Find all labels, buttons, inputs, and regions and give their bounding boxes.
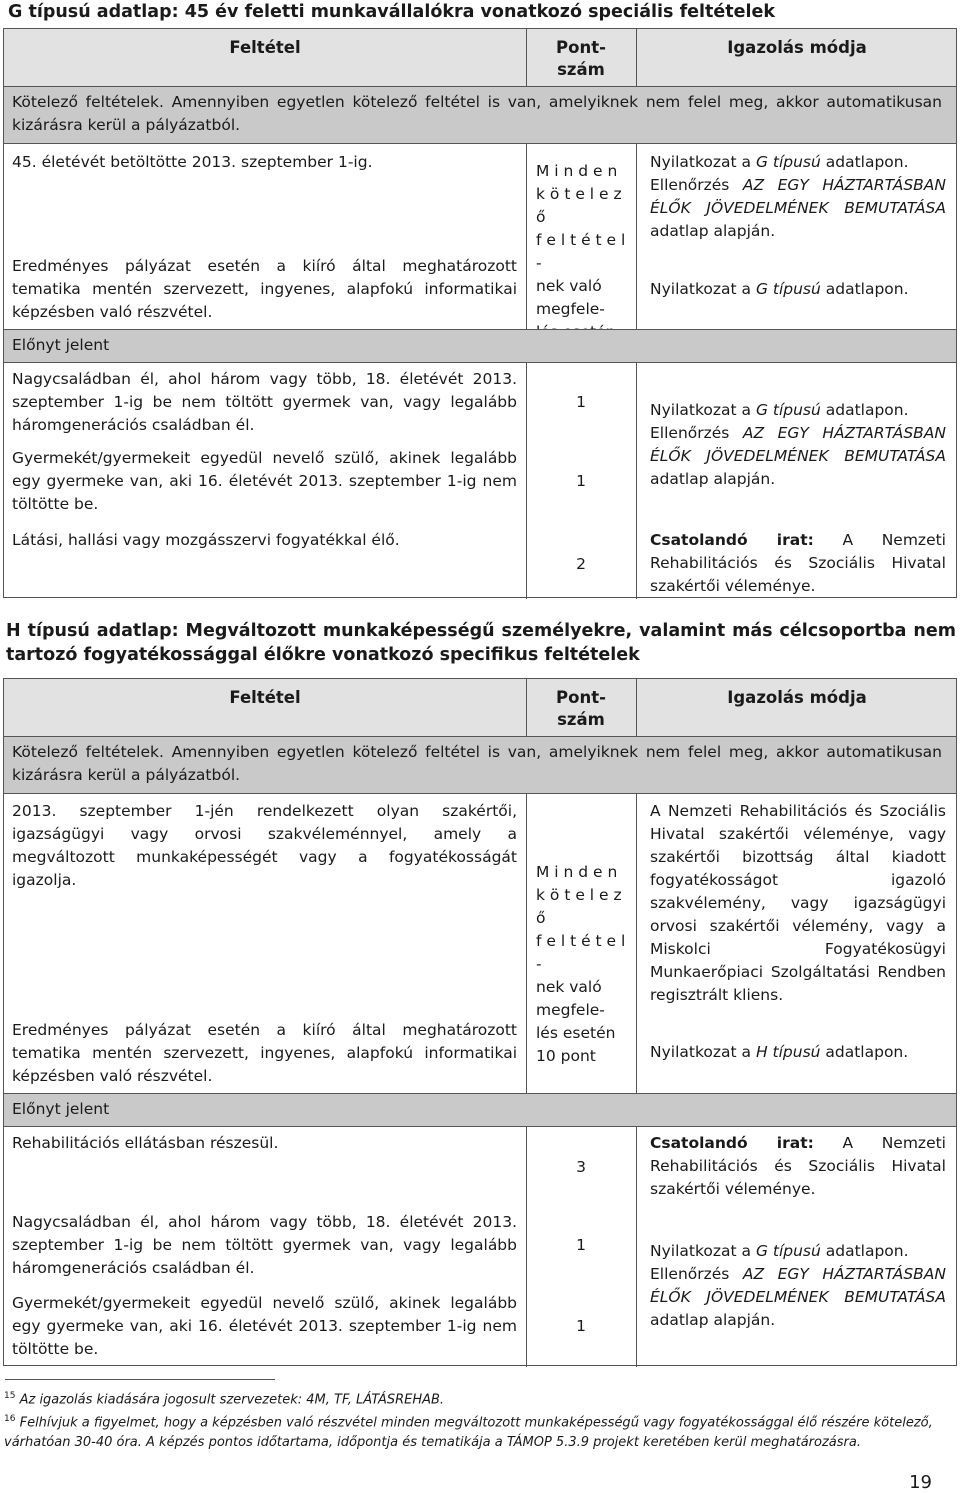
- h-header-pont-2: szám: [557, 710, 605, 729]
- g-row1-verify-a: Nyilatkozat a: [650, 153, 756, 171]
- h-adv1-points: 3: [576, 1158, 586, 1176]
- h-adv23-verify2-c: adatlap alapján.: [650, 1311, 776, 1329]
- h-vline-2b: [636, 793, 637, 1093]
- h-mandatory-points: [536, 861, 632, 1068]
- g-adv12-verification: [650, 399, 946, 491]
- g-adv12-verify-c: adatlapon.: [820, 401, 909, 419]
- h-adv23-verify2-b: AZ EGY HÁZTARTÁSBAN ÉLŐK JÖVEDELMÉNEK BEMUTATÁSA: [650, 1265, 946, 1306]
- g-row1-verify2-a: Ellenőrzés: [650, 176, 743, 194]
- g-row1-verify-c: adatlapon.: [820, 153, 909, 171]
- g-points-line: nek való: [536, 277, 602, 295]
- h-header-pontszam: [526, 687, 636, 731]
- h-header-feltetel: Feltétel: [229, 688, 301, 707]
- g-advantage-label: Előnyt jelent: [12, 336, 110, 354]
- h-advantage-band: [4, 1093, 956, 1127]
- h-row2-verify-c: adatlapon.: [820, 1043, 909, 1061]
- g-row1-verify2-b: AZ EGY HÁZTARTÁSBAN ÉLŐK JÖVEDELMÉNEK BEMUTATÁSA: [650, 176, 946, 217]
- g-row2-verify-c: adatlapon.: [820, 280, 909, 298]
- g-points-line: f e l t é t e l -: [536, 231, 626, 272]
- h-adv3-points: 1: [576, 1317, 586, 1335]
- g-adv1-condition: Nagycsaládban él, ahol három vagy több, 18. életévét 2013. szeptember 1-ig be nem töltött gyermek van, vagy legalább háromgenerációs családban él.: [12, 370, 517, 434]
- h-header-pont-1: Pont-: [556, 688, 606, 707]
- g-row2-verification: [650, 278, 946, 301]
- g-adv3-verify-text: A Nemzeti Rehabilitációs és Szociális Hivatal szakértői véleménye.: [650, 531, 946, 595]
- g-vline-2c: [636, 362, 637, 599]
- g-header-pontszam: [526, 37, 636, 81]
- h-points-line: f e l t é t e l -: [536, 932, 626, 973]
- g-adv12-verify2-b: AZ EGY HÁZTARTÁSBAN ÉLŐK JÖVEDELMÉNEK BEMUTATÁSA: [650, 424, 946, 465]
- h-adv23-verify-b: G típusú: [755, 1242, 821, 1260]
- h-adv1-verify-label: Csatolandó irat:: [650, 1134, 814, 1152]
- h-points-line: 10 pont: [536, 1047, 596, 1065]
- g-vline-1b: [526, 143, 527, 329]
- footnote-15: [4, 1386, 956, 1410]
- g-vline-2a: [636, 29, 637, 86]
- g-adv3-points: 2: [576, 555, 586, 573]
- g-row2-condition: Eredményes pályázat esetén a kiíró által meghatározott tematika mentén szervezett, ingyenes, alapfokú informatikai képzésben való részvétel.: [12, 257, 517, 321]
- h-adv23-verify2-a: Ellenőrzés: [650, 1265, 743, 1283]
- g-row1-verify-b: G típusú: [755, 153, 821, 171]
- g-adv3-condition: Látási, hallási vagy mozgásszervi fogyatékkal élő.: [12, 531, 400, 549]
- h-vline-1b: [526, 793, 527, 1093]
- footnote-separator: [5, 1379, 275, 1380]
- h-points-line: megfele-: [536, 1001, 605, 1019]
- g-mandatory-text: Kötelező feltételek. Amennyiben egyetlen kötelező feltétel is van, amelyiknek nem felel meg, akkor automatikusan kizárásra kerül a pályázatból.: [12, 93, 942, 134]
- h-section-title: H típusú adatlap: Megváltozott munkaképességű személyekre, valamint más célcsoportba nem tartozó fogyatékossággal élőkre vonatkozó specifikus feltételek: [6, 621, 956, 665]
- footnote-15-text: Az igazolás kiadására jogosult szervezetek: 4M, TF, LÁTÁSREHAB.: [19, 1392, 445, 1408]
- h-adv2-condition: Nagycsaládban él, ahol három vagy több, 18. életévét 2013. szeptember 1-ig be nem töltött gyermek van, vagy legalább háromgenerációs családban él.: [12, 1213, 517, 1277]
- h-advantage-label: Előnyt jelent: [12, 1100, 110, 1118]
- g-row2-verify-b: G típusú: [755, 280, 821, 298]
- h-adv1-verification: [650, 1132, 946, 1201]
- g-adv2-condition: Gyermekét/gyermekeit egyedül nevelő szülő, akinek legalább egy gyermeke van, aki 16. életévét 2013. szeptember 1-ig nem töltötte be.: [12, 449, 517, 513]
- g-section-title: G típusú adatlap: 45 év feletti munkavállalókra vonatkozó speciális feltételek: [8, 2, 776, 22]
- g-row1-condition: 45. életévét betöltötte 2013. szeptember 1-ig.: [12, 153, 373, 171]
- h-vline-2a: [636, 679, 637, 736]
- g-adv12-verify2-c: adatlap alapján.: [650, 470, 776, 488]
- h-header-igazolas: Igazolás módja: [727, 688, 867, 707]
- g-row2-verify-a: Nyilatkozat a: [650, 280, 756, 298]
- footnote-15-number: 15: [4, 1391, 16, 1401]
- g-adv1-points: 1: [576, 393, 586, 411]
- g-adv3-verification: [650, 529, 946, 598]
- h-points-line: lés esetén: [536, 1024, 616, 1042]
- footnote-16-number: 16: [4, 1414, 16, 1424]
- g-vline-2b: [636, 143, 637, 329]
- g-advantage-band: [4, 329, 956, 363]
- h-row1-verification: A Nemzeti Rehabilitációs és Szociális Hivatal szakértői véleménye, vagy szakértői bizottság által kiadott fogyatékosságot igazoló szakvélemény, vagy igazságügyi orvosi szakértői vélemény, vagy a Miskolci Fogyatékosügyi Munkaerőpiaci Szolgáltatási Rendben regisztrált kliens.: [650, 802, 946, 1004]
- page-number: 19: [909, 1472, 932, 1493]
- h-row1-condition: 2013. szeptember 1-jén rendelkezett olyan szakértői, igazságügyi vagy orvosi szakvéleménnyel, amely a megváltozott munkaképességét vagy a fogyatékosságát igazolja.: [12, 802, 517, 889]
- g-vline-1a: [526, 29, 527, 86]
- footnote-16-text: Felhívjuk a figyelmet, hogy a képzésben való részvétel minden megváltozott munkaképességű vagy fogyatékossággal élő részére kötelező, várhatóan 30-40 óra. A képzés pontos időtartama, időpontja és tematikája a TÁMOP 5.3.9 projekt keretében kerül meghatározásra.: [4, 1415, 933, 1451]
- h-table: [3, 678, 957, 1366]
- h-row2-verification: [650, 1041, 946, 1064]
- footnote-16: [4, 1409, 956, 1453]
- g-header-feltetel: Feltétel: [229, 38, 301, 57]
- h-points-line: M i n d e n: [536, 863, 618, 881]
- g-row1-verification: [650, 151, 946, 243]
- g-table: [3, 28, 957, 598]
- h-points-line: k ö t e l e z ő: [536, 886, 622, 927]
- g-header-igazolas: Igazolás módja: [727, 38, 867, 57]
- g-header-pont-2: szám: [557, 60, 605, 79]
- h-adv3-condition: Gyermekét/gyermekeit egyedül nevelő szülő, akinek legalább egy gyermeke van, aki 16. életévét 2013. szeptember 1-ig nem töltötte be.: [12, 1294, 517, 1358]
- h-vline-2c: [636, 1126, 637, 1367]
- g-adv12-verify-b: G típusú: [755, 401, 821, 419]
- h-adv1-condition: Rehabilitációs ellátásban részesül.: [12, 1134, 279, 1152]
- g-points-line: M i n d e n: [536, 162, 618, 180]
- h-adv23-verify-a: Nyilatkozat a: [650, 1242, 756, 1260]
- h-row2-verify-a: Nyilatkozat a: [650, 1043, 756, 1061]
- h-adv23-verification: [650, 1240, 946, 1332]
- g-row1-verify2-c: adatlap alapján.: [650, 222, 776, 240]
- g-points-line: k ö t e l e z ő: [536, 185, 622, 226]
- g-adv2-points: 1: [576, 472, 586, 490]
- g-header-pont-1: Pont-: [556, 38, 606, 57]
- g-adv12-verify-a: Nyilatkozat a: [650, 401, 756, 419]
- h-row2-condition: Eredményes pályázat esetén a kiíró által meghatározott tematika mentén szervezett, ingyenes, alapfokú informatikai képzésben való részvétel.: [12, 1021, 517, 1085]
- h-points-line: nek való: [536, 978, 602, 996]
- h-row2-verify-b: H típusú: [755, 1043, 821, 1061]
- h-mandatory-text: Kötelező feltételek. Amennyiben egyetlen kötelező feltétel is van, amelyiknek nem felel meg, akkor automatikusan kizárásra kerül a pályázatból.: [12, 743, 942, 784]
- h-adv23-verify-c: adatlapon.: [820, 1242, 909, 1260]
- g-adv12-verify2-a: Ellenőrzés: [650, 424, 743, 442]
- h-adv2-points: 1: [576, 1236, 586, 1254]
- h-adv1-verify-text: A Nemzeti Rehabilitációs és Szociális Hivatal szakértői véleménye.: [650, 1134, 946, 1198]
- g-points-line: megfele-: [536, 300, 605, 318]
- h-vline-1a: [526, 679, 527, 736]
- g-adv3-verify-label: Csatolandó irat:: [650, 531, 814, 549]
